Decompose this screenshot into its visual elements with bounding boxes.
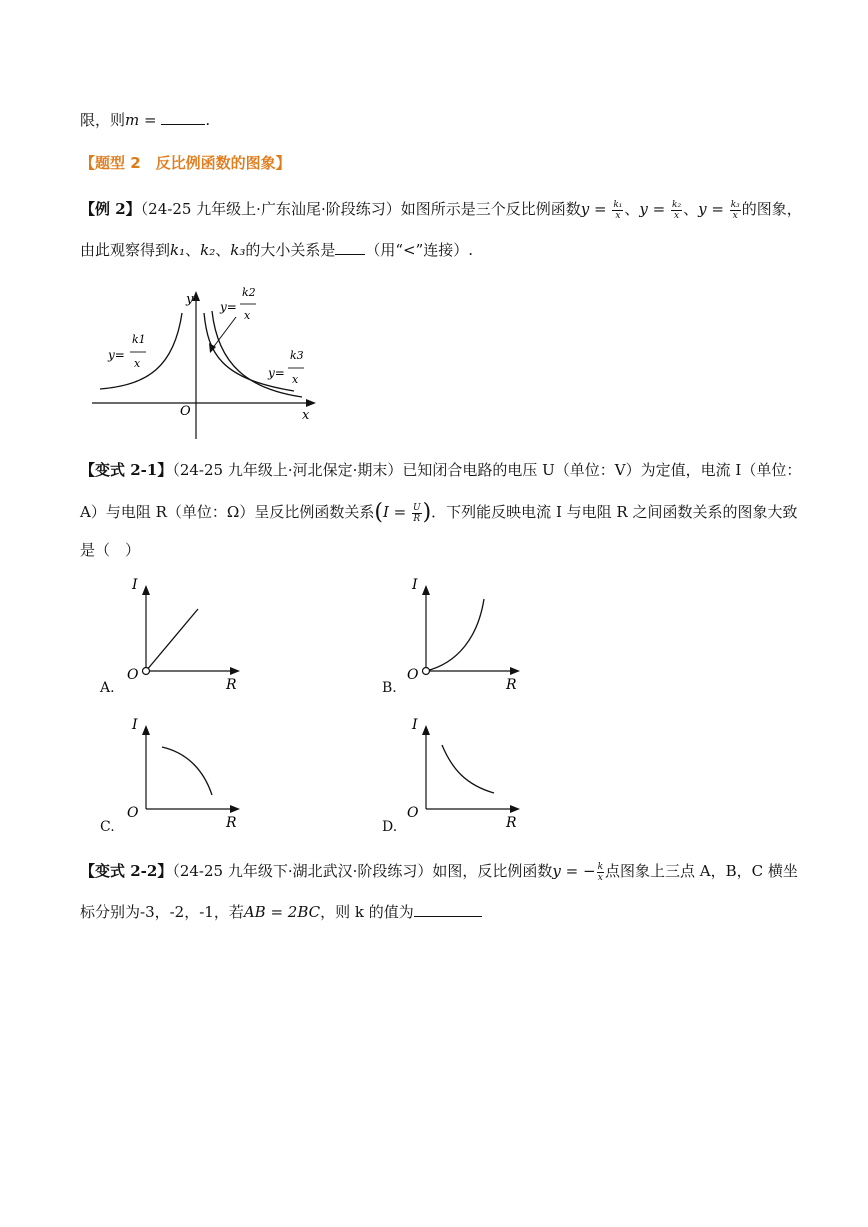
option-d-label[interactable]: D. bbox=[382, 819, 398, 835]
example2-source: （24-25 九年级上·广东汕尾·阶段练习） bbox=[140, 200, 401, 218]
answer-blank bbox=[414, 916, 482, 917]
variant21-text: A）与电阻 R（单位：Ω）呈反比例函数关系 bbox=[80, 503, 375, 521]
y-axis-label: I bbox=[412, 577, 418, 593]
example2-tag: 【例 2】 bbox=[80, 200, 141, 218]
variant21-line1 bbox=[80, 460, 801, 480]
label1-y: y= bbox=[108, 348, 125, 362]
period: . bbox=[205, 111, 211, 129]
label2-den: x bbox=[244, 309, 251, 322]
graph-curve bbox=[442, 745, 494, 793]
example2-text: （用“<”连接）. bbox=[365, 241, 474, 259]
example2-text: 的大小关系是 bbox=[245, 241, 336, 259]
frac-num: k bbox=[597, 861, 604, 872]
hyperbola-figure bbox=[88, 283, 328, 443]
var-k1: k₁ bbox=[170, 241, 186, 259]
y-axis-label: I bbox=[132, 577, 138, 593]
origin-label: O bbox=[127, 805, 139, 821]
x-axis-label: R bbox=[226, 677, 237, 693]
example2-text2: 的图象， bbox=[741, 200, 802, 218]
section-heading: 【题型 2 反比例函数的图象】 bbox=[80, 154, 291, 172]
variant21-text: ．下列能反映电流 I 与电阻 R 之间函数关系的图象大致 bbox=[431, 503, 798, 521]
frac-num: k₁ bbox=[613, 199, 623, 210]
variant22-text: 如图，反比例函数 bbox=[432, 862, 553, 880]
sep: 、 bbox=[683, 200, 699, 218]
origin-label: O bbox=[407, 805, 419, 821]
fraction-k1-x bbox=[612, 200, 623, 221]
variant21-text: 已知闭合电路的电压 U（单位：V）为定值，电流 I（单位： bbox=[402, 461, 802, 479]
x-axis-arrow bbox=[306, 399, 316, 407]
x-axis-label: R bbox=[506, 815, 517, 831]
frac-den: x bbox=[674, 210, 680, 221]
answer-blank bbox=[161, 124, 205, 125]
eq: = bbox=[706, 200, 729, 218]
equals-sign: = bbox=[139, 111, 162, 129]
x-axis-arrow bbox=[510, 667, 520, 675]
x-axis-label: R bbox=[506, 677, 517, 693]
variant22-text: 点图象上三点 A，B，C 横坐 bbox=[605, 862, 798, 880]
x-axis-arrow bbox=[510, 805, 520, 813]
label3-den: x bbox=[292, 373, 299, 386]
y-axis-label: I bbox=[412, 717, 418, 733]
frac-num: k₂ bbox=[672, 199, 682, 210]
eq: = bbox=[647, 200, 671, 218]
fraction-k3-x bbox=[730, 200, 741, 221]
x-axis-arrow bbox=[230, 805, 240, 813]
variant22-source: （24-25 九年级下·湖北武汉·阶段练习） bbox=[172, 862, 433, 880]
y-axis-arrow bbox=[422, 725, 430, 735]
example2-text: 如图所示是三个反比例函数 bbox=[400, 200, 581, 218]
label2-y: y= bbox=[220, 300, 237, 314]
fraction-U-R bbox=[412, 503, 422, 524]
variant21-line3: 是（ ） bbox=[80, 541, 141, 559]
option-d-graph[interactable] bbox=[400, 713, 530, 833]
eq: = bbox=[388, 503, 411, 521]
origin-label: O bbox=[180, 404, 191, 419]
label1-num: k1 bbox=[132, 333, 146, 346]
prev-text: 限，则 bbox=[80, 111, 126, 129]
var-k2: k₂ bbox=[200, 241, 216, 259]
frac-den: x bbox=[597, 872, 603, 883]
option-b-graph[interactable] bbox=[400, 573, 530, 693]
curve-k3 bbox=[212, 311, 302, 397]
option-b-label[interactable]: B. bbox=[382, 680, 397, 696]
variant21-source: （24-25 九年级上·河北保定·期末） bbox=[172, 461, 403, 479]
variant21-tag: 【变式 2-1】 bbox=[80, 461, 173, 479]
sep: 、 bbox=[215, 241, 231, 259]
label1-den: x bbox=[134, 357, 141, 370]
fraction-k-x bbox=[597, 862, 604, 883]
function-expr: y = − bbox=[552, 862, 596, 880]
sep: 、 bbox=[624, 200, 640, 218]
frac-num: U bbox=[412, 502, 421, 513]
open-origin-dot bbox=[423, 668, 430, 675]
y-axis-arrow bbox=[142, 725, 150, 735]
label2-num: k2 bbox=[242, 286, 256, 299]
sep: 、 bbox=[185, 241, 201, 259]
var-I: I bbox=[382, 503, 389, 521]
label3-y: y= bbox=[268, 366, 285, 380]
var-y: y bbox=[580, 200, 590, 218]
condition-expr: AB = 2BC bbox=[243, 903, 321, 921]
paren-left: ( bbox=[374, 500, 383, 525]
prev-question-tail bbox=[80, 110, 210, 130]
y-axis-label: y bbox=[186, 292, 194, 307]
var-y: y bbox=[698, 200, 707, 218]
fraction-k2-x bbox=[671, 200, 682, 221]
label3-num: k3 bbox=[290, 349, 304, 362]
var-k3: k₃ bbox=[230, 241, 246, 259]
frac-num: k₃ bbox=[730, 199, 740, 210]
graph-line bbox=[146, 609, 198, 671]
origin-label: O bbox=[127, 667, 139, 683]
variant22-text: 标分别为-3，-2，-1，若 bbox=[80, 903, 244, 921]
frac-den: R bbox=[413, 513, 421, 524]
option-a-graph[interactable] bbox=[120, 573, 250, 693]
graph-curve bbox=[162, 747, 212, 795]
variant22-line2 bbox=[80, 902, 482, 922]
paren-right: ) bbox=[422, 500, 432, 525]
variant21-line2 bbox=[80, 502, 797, 524]
var-m: m bbox=[125, 111, 140, 129]
example2-line2 bbox=[80, 240, 473, 260]
variant22-line1 bbox=[80, 861, 798, 883]
x-axis-label: x bbox=[302, 408, 310, 423]
var-y: y bbox=[639, 200, 648, 218]
open-origin-dot bbox=[143, 668, 150, 675]
origin-label: O bbox=[407, 667, 419, 683]
y-axis-label: I bbox=[132, 717, 138, 733]
y-axis-arrow bbox=[422, 585, 430, 595]
frac-den: x bbox=[732, 210, 738, 221]
x-axis-label: R bbox=[226, 815, 237, 831]
option-c-graph[interactable] bbox=[120, 713, 250, 833]
graph-curve bbox=[426, 599, 484, 671]
variant22-tag: 【变式 2-2】 bbox=[80, 862, 173, 880]
x-axis-arrow bbox=[230, 667, 240, 675]
y-axis-arrow bbox=[142, 585, 150, 595]
variant22-text: ，则 k 的值为 bbox=[320, 903, 414, 921]
eq: = bbox=[589, 200, 612, 218]
example2-text: 由此观察得到 bbox=[80, 241, 171, 259]
example2-line1 bbox=[80, 199, 802, 221]
option-a-label[interactable]: A. bbox=[100, 680, 115, 696]
frac-den: x bbox=[615, 210, 621, 221]
answer-blank bbox=[335, 254, 365, 255]
option-c-label[interactable]: C. bbox=[100, 819, 115, 835]
